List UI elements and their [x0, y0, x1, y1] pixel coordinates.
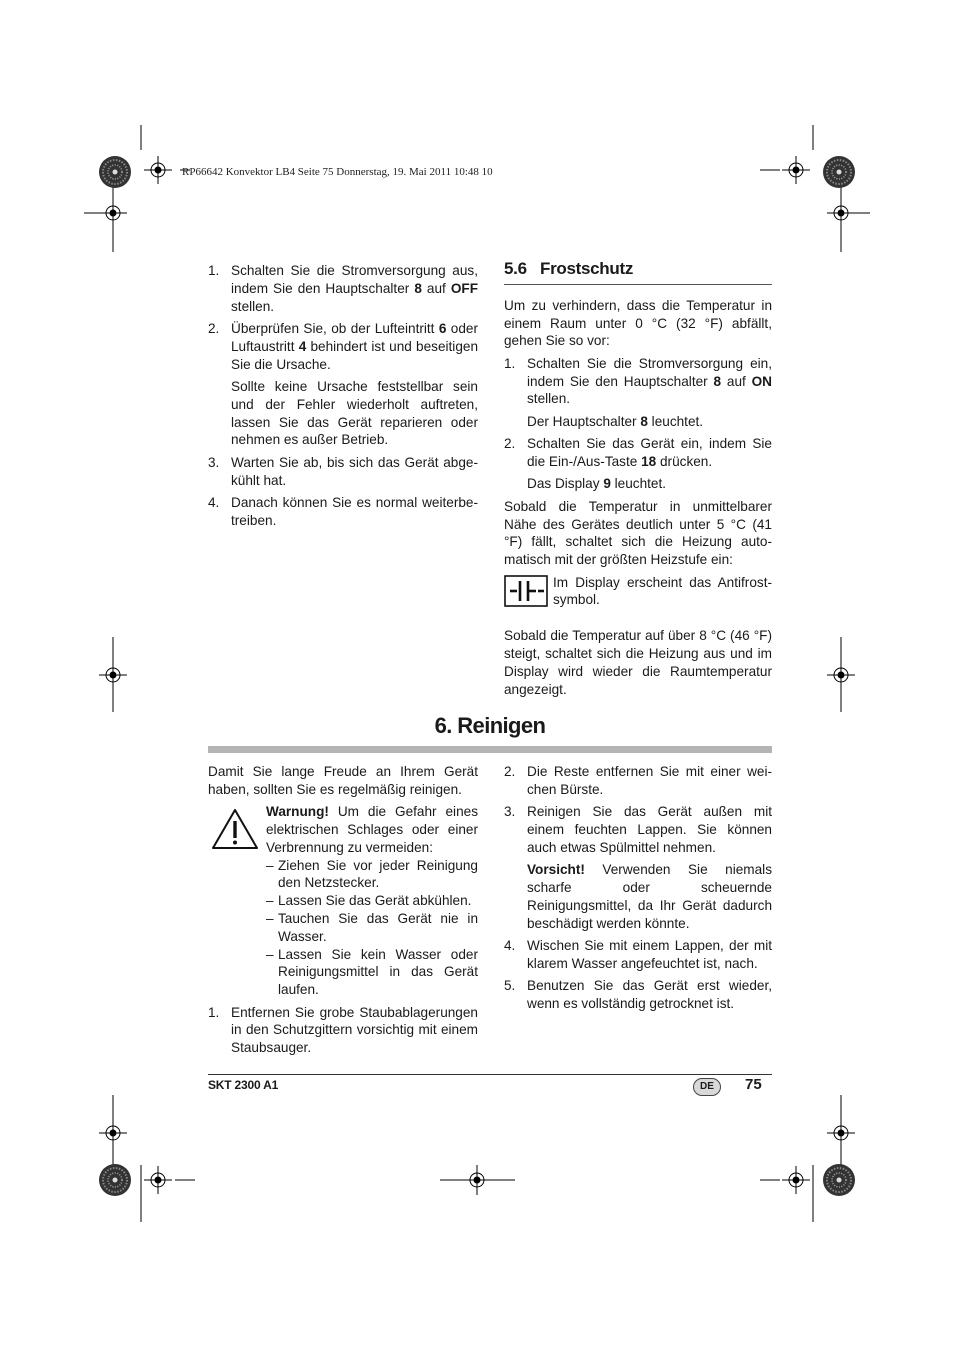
- warning-text: Warnung! Um die Gefahr eines elektrischen Schlages oder einer Verbrennung zu vermeiden: – Ziehen Sie vor jeder Reinigung den Netzstecker. – Lassen Sie das Gerät abkühlen. – Tauchen Sie das Gerät nie in Wasser. – Lassen Sie kein Wasser oder Reinigungsmittel in das Gerät laufen.: [266, 804, 478, 998]
- list-note: Sollte keine Ursache feststellbar sein und der Fehler wiederholt auftreten, lassen Sie das Gerät reparieren oder nehmen es außer Betrieb.: [231, 378, 478, 448]
- paragraph: Damit Sie lange Freude an Ihrem Gerät haben, sollten Sie es regelmäßig reinigen.: [208, 764, 478, 797]
- list-item: 4. Wischen Sie mit einem Lappen, der mit klarem Wasser angefeuchtet ist, nach.: [504, 937, 772, 971]
- list-item: 3. Warten Sie ab, bis sich das Gerät abge-kühlt hat.: [208, 454, 478, 488]
- list-item: 1. Schalten Sie die Stromversorgung ein, indem Sie den Hauptschalter 8 auf ON stellen.: [504, 355, 772, 407]
- antifrost-display-icon: [504, 575, 548, 607]
- warning-list-item: – Ziehen Sie vor jeder Reinigung den Netzstecker.: [266, 857, 478, 891]
- list-item: 1. Entfernen Sie grobe Staubablagerungen in den Schutzgittern vorsichtig mit einem Staubsauger.: [208, 1004, 478, 1056]
- list-item: 1. Schalten Sie die Stromversorgung aus, indem Sie den Hauptschalter 8 auf OFF stellen.: [208, 263, 478, 314]
- antifrost-row: [504, 574, 772, 610]
- warning-block: [208, 803, 478, 1003]
- print-slug: RP66642 Konvektor LB4 Seite 75 Donnerstag, 19. Mai 2011 10:48 10: [182, 166, 493, 178]
- frostschutz-section: [504, 260, 772, 703]
- list-item: 2. Die Reste entfernen Sie mit einer wei-chen Bürste.: [504, 764, 772, 797]
- reinigen-left-column: [208, 763, 478, 1062]
- paragraph: Sobald die Temperatur auf über 8 °C (46 °F) steigt, schaltet sich die Heizung aus und im Display wird wieder die Raumtemperatur angezeigt.: [504, 628, 772, 697]
- paragraph: Um zu verhindern, dass die Temperatur in einem Raum unter 0 °C (32 °F) abfällt, gehen Sie so vor:: [504, 297, 772, 349]
- left-column-top: [208, 262, 478, 534]
- page-number: 75: [745, 1076, 762, 1093]
- warning-label: Warnung!: [266, 804, 329, 820]
- footer-model: SKT 2300 A1: [208, 1078, 279, 1092]
- caution-note: Vorsicht! Verwenden Sie niemals scharfe oder scheuernde Reinigungsmittel, da Ihr Gerät dadurch beschädigt werden könnte.: [527, 862, 772, 931]
- language-badge: DE: [693, 1078, 721, 1096]
- footer-rule: [208, 1074, 772, 1075]
- antifrost-text: Im Display erscheint das Antifrost-symbol.: [553, 574, 772, 608]
- section-heading: 5.6 Frostschutz: [504, 260, 772, 285]
- warning-list-item: – Lassen Sie das Gerät abkühlen.: [266, 893, 472, 909]
- list-item: 5. Benutzen Sie das Gerät erst wieder, wenn es vollständig getrocknet ist.: [504, 978, 772, 1011]
- paragraph: Sobald die Temperatur in unmittelbarer Nähe des Gerätes deutlich unter 5 °C (41 °F) fällt, schaltet sich die Heizung auto-matisch mit der größten Heizstufe ein:: [504, 498, 772, 568]
- list-item: 4. Danach können Sie es normal weiterbe-treiben.: [208, 494, 478, 528]
- list-note: Der Hauptschalter 8 leuchtet.: [527, 413, 704, 429]
- chapter-divider: [208, 746, 772, 753]
- list-note: Das Display 9 leuchtet.: [527, 476, 667, 492]
- list-item: 2. Schalten Sie das Gerät ein, indem Sie die Ein-/Aus-Taste 18 drücken.: [504, 436, 772, 469]
- chapter-title: 6. Reinigen: [434, 713, 546, 738]
- caution-label: Vorsicht!: [527, 862, 585, 878]
- warning-triangle-icon: [210, 807, 260, 851]
- list-item: 2. Überprüfen Sie, ob der Lufteintritt 6 oder Luftaustritt 4 behindert ist und beseitigen Sie die Ursache.: [208, 320, 479, 372]
- reinigen-right-column: [504, 763, 772, 1017]
- list-item: 3. Reinigen Sie das Gerät außen mit einem feuchten Lappen. Sie können auch etwas Spülmittel nehmen.: [504, 804, 772, 855]
- warning-list-item: – Tauchen Sie das Gerät nie in Wasser.: [266, 910, 478, 944]
- warning-list-item: – Lassen Sie kein Wasser oder Reinigungsmittel in das Gerät laufen.: [266, 946, 478, 998]
